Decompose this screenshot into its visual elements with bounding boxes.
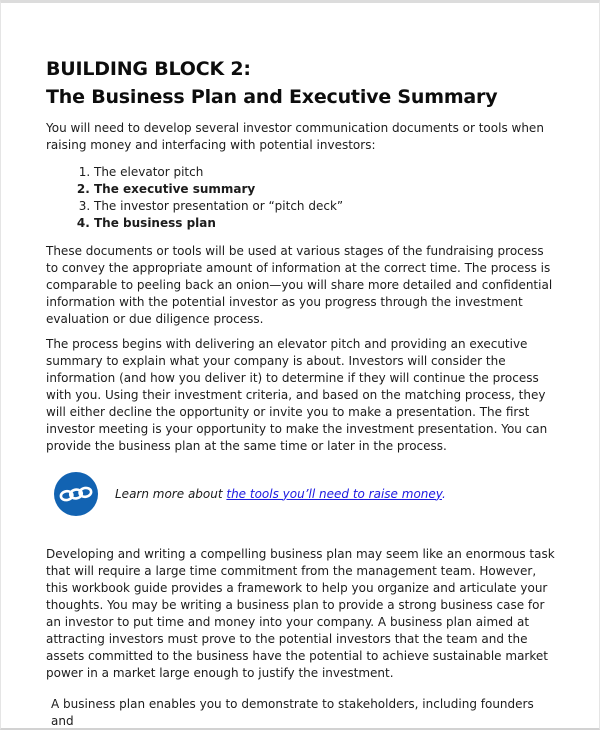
list-item bbox=[94, 215, 555, 232]
learn-more-callout bbox=[53, 471, 555, 517]
intro-paragraph: You will need to develop several investor communication documents or tools when raising money and interfacing with potential investors: bbox=[46, 121, 544, 152]
paragraph-process-begins: The process begins with delivering an elevator pitch and providing an executive summary to explain what your company is about. Investors will consider the information (and how you deliver it) to determine if they will continue the process with you. Using their investment criteria, and based on the matching process, they will either decline the opportunity or invite you to make a presentation. The first investor meeting is your opportunity to make the investment presentation. You can provide the business plan at the same time or later in the process. bbox=[46, 337, 548, 453]
paragraph-plan-enables: A business plan enables you to demonstrate to stakeholders, including founders and bbox=[51, 697, 534, 728]
paragraph-fundraising-stages: These documents or tools will be used at various stages of the fundraising process to convey the appropriate amount of information at the correct time. The process is comparable to peeling back an onion—you will share more detailed and confidential information with the potential investor as you progress through the investment evaluation or due diligence process. bbox=[46, 244, 553, 326]
list-item bbox=[94, 198, 555, 215]
list-item bbox=[94, 181, 555, 198]
investor-documents-list bbox=[46, 164, 555, 232]
list-item bbox=[94, 164, 555, 181]
list-item-label: The elevator pitch bbox=[94, 165, 204, 179]
list-item-label: The investor presentation or “pitch deck” bbox=[94, 199, 344, 213]
raise-money-tools-link[interactable]: the tools you’ll need to raise money bbox=[226, 486, 442, 501]
list-item-label: The executive summary bbox=[94, 182, 256, 196]
page-title-line-1: BUILDING BLOCK 2: bbox=[46, 58, 251, 80]
learn-more-text bbox=[115, 486, 446, 503]
paragraph-developing-plan: Developing and writing a compelling business plan may seem like an enormous task that will require a large time commitment from the management team. However, this workbook guide provides a framework to help you organize and articulate your thoughts. You may be writing a business plan to provide a strong business case for an investor to put time and money into your company. A business plan aimed at attracting investors must prove to the potential investors that the team and the assets committed to the business have the potential to achieve sustainable market power in a market large enough to justify the investment. bbox=[46, 547, 555, 680]
learn-more-prefix: Learn more about bbox=[115, 486, 227, 501]
chain-link-logo-icon bbox=[53, 471, 99, 517]
page-title-line-2: The Business Plan and Executive Summary bbox=[46, 86, 498, 108]
learn-more-suffix: . bbox=[441, 486, 446, 501]
list-item-label: The business plan bbox=[94, 216, 216, 230]
page-title bbox=[46, 55, 555, 111]
